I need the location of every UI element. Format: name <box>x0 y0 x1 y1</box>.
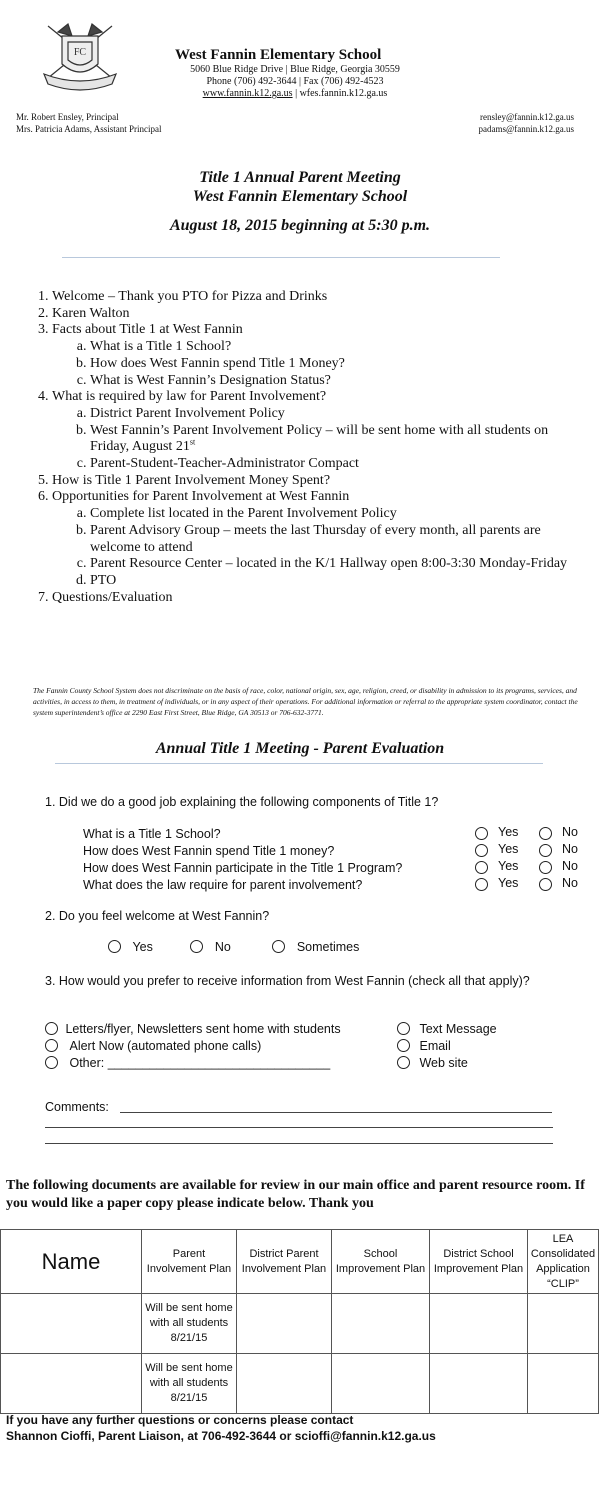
principal-email[interactable]: rensley@fannin.k12.ga.us <box>479 112 574 122</box>
school-name: West Fannin Elementary School <box>175 47 382 63</box>
question-1-items <box>83 825 593 893</box>
text-message-radio[interactable] <box>397 1022 410 1035</box>
q1-item-label: How does West Fannin spend Title 1 money? <box>83 844 335 858</box>
no-radio[interactable] <box>539 827 552 840</box>
letters-radio[interactable] <box>45 1022 58 1035</box>
request-cell[interactable] <box>430 1354 528 1414</box>
agenda-item: 5. How is Title 1 Parent Involvement Money Spent? <box>52 473 590 490</box>
no-radio[interactable] <box>539 861 552 874</box>
evaluation-title: Annual Title 1 Meeting - Parent Evaluation <box>155 740 445 757</box>
name-cell[interactable] <box>1 1294 142 1354</box>
q3-option: Email <box>397 1038 497 1055</box>
other-radio[interactable] <box>45 1056 58 1069</box>
agenda-item: 3. Facts about Title 1 at West Fannin a. What is a Title 1 School? b. How does West Fannin spend Title 1 Money? c. What is West Fannin’s Designation Status? <box>52 322 590 389</box>
website-radio[interactable] <box>397 1056 410 1069</box>
column-header: Parent Involvement Plan <box>142 1230 237 1294</box>
q1-row <box>83 825 593 842</box>
svg-text:FC: FC <box>73 47 87 58</box>
yes-radio[interactable] <box>475 827 488 840</box>
welcome-yes-label: Yes <box>132 940 153 954</box>
comments-line[interactable] <box>45 1127 553 1128</box>
column-header: School Improvement Plan <box>332 1230 430 1294</box>
column-header: District School Improvement Plan <box>430 1230 528 1294</box>
agenda-subitem: a. What is a Title 1 School? <box>90 339 590 356</box>
q3-left-options <box>45 1021 341 1072</box>
q1-item-label: What is a Title 1 School? <box>83 827 221 841</box>
q3-option: Letters/flyer, Newsletters sent home with students <box>45 1021 341 1038</box>
q1-row <box>83 859 593 876</box>
yes-label: Yes <box>498 842 519 856</box>
name-cell[interactable] <box>1 1354 142 1414</box>
yes-label: Yes <box>498 876 519 890</box>
nondiscrimination-notice: The Fannin County School System does not discriminate on the basis of race, color, national origin, sex, age, religion, creed, or disability in admission to its programs, services, and activities, in access to them, in treatment of individuals, or in any aspect of their operations. For additional information or referral to the appropriate system coordinator, contact the system superintendent’s office at 2290 East First Street, Blue Ridge, GA 30513 or 706-632-3771. <box>33 686 578 717</box>
agenda-subitem: c. Parent Resource Center – located in the K/1 Hallway open 8:00-3:30 Monday-Friday <box>90 556 590 573</box>
agenda-item: 4. What is required by law for Parent Involvement? a. District Parent Involvement Policy b. West Fannin’s Parent Involvement Policy – will be sent home with all students on Friday, August 21st c. Parent-Student-Teacher-Administrator Compact <box>52 389 590 473</box>
table-header-row <box>1 1230 599 1294</box>
question-2-options <box>108 940 359 954</box>
q3-option: Web site <box>397 1055 497 1072</box>
alert-now-radio[interactable] <box>45 1039 58 1052</box>
agenda-item: 2. Karen Walton <box>52 306 590 323</box>
agenda-subitem: b. How does West Fannin spend Title 1 Money? <box>90 356 590 373</box>
assistant-principal-name: Mrs. Patricia Adams, Assistant Principal <box>16 124 162 134</box>
meeting-school: West Fannin Elementary School <box>192 188 408 205</box>
no-radio[interactable] <box>539 878 552 891</box>
request-cell[interactable] <box>237 1354 332 1414</box>
welcome-no-label: No <box>214 940 231 954</box>
note-cell: Will be sent home with all students 8/21/15 <box>142 1354 237 1414</box>
agenda-subitem: a. District Parent Involvement Policy <box>90 406 590 423</box>
website-extra: | wfes.fannin.k12.ga.us <box>295 88 388 99</box>
question-1: 1. Did we do a good job explaining the following components of Title 1? <box>45 795 439 809</box>
note-cell: Will be sent home with all students 8/21/15 <box>142 1294 237 1354</box>
website-link[interactable]: www.fannin.k12.ga.us <box>202 88 293 99</box>
welcome-no-radio[interactable] <box>190 940 203 953</box>
evaluation-divider <box>55 763 543 764</box>
documents-heading: The following documents are available for review in our main office and parent resource room. If you would like a paper copy please indicate below. Thank you <box>6 1178 585 1211</box>
request-cell[interactable] <box>528 1354 599 1414</box>
no-label: No <box>562 825 578 839</box>
request-cell[interactable] <box>430 1294 528 1354</box>
email-radio[interactable] <box>397 1039 410 1052</box>
table-row <box>1 1354 599 1414</box>
question-2: 2. Do you feel welcome at West Fannin? <box>45 909 270 923</box>
table-row <box>1 1294 599 1354</box>
column-header-name: Name <box>1 1230 142 1294</box>
q1-item-label: How does West Fannin participate in the Title 1 Program? <box>83 861 403 875</box>
meeting-date: August 18, 2015 beginning at 5:30 p.m. <box>169 217 431 234</box>
school-phone-fax: Phone (706) 492-3644 | Fax (706) 492-4523 <box>206 76 384 87</box>
yes-label: Yes <box>498 859 519 873</box>
welcome-sometimes-radio[interactable] <box>272 940 285 953</box>
school-logo <box>38 22 122 98</box>
school-address: 5060 Blue Ridge Drive | Blue Ridge, Georgia 30559 <box>190 64 400 75</box>
request-cell[interactable] <box>332 1354 430 1414</box>
q3-option: Other: ________________________________ <box>45 1055 341 1072</box>
request-cell[interactable] <box>528 1294 599 1354</box>
agenda-subitem: c. Parent-Student-Teacher-Administrator Compact <box>90 456 590 473</box>
agenda <box>30 289 590 606</box>
agenda-subitem: b. West Fannin’s Parent Involvement Policy – will be sent home with all students on Friday, August 21st <box>90 423 590 456</box>
q1-item-label: What does the law require for parent involvement? <box>83 878 363 892</box>
q3-option: Text Message <box>397 1021 497 1038</box>
column-header: LEA Consolidated Application “CLIP” <box>528 1230 599 1294</box>
assistant-email[interactable]: padams@fannin.k12.ga.us <box>478 124 574 134</box>
agenda-subitem: a. Complete list located in the Parent Involvement Policy <box>90 506 590 523</box>
contact-line: Shannon Cioffi, Parent Liaison, at 706-492-3644 or scioffi@fannin.k12.ga.us <box>6 1429 436 1443</box>
no-label: No <box>562 876 578 890</box>
yes-radio[interactable] <box>475 878 488 891</box>
request-cell[interactable] <box>237 1294 332 1354</box>
q3-right-options <box>397 1021 497 1072</box>
comments-line[interactable] <box>120 1112 552 1113</box>
request-cell[interactable] <box>332 1294 430 1354</box>
agenda-item: 6. Opportunities for Parent Involvement at West Fannin a. Complete list located in the Parent Involvement Policy b. Parent Advisory Group – meets the last Thursday of every month, all parents are welcome to attend c. Parent Resource Center – located in the K/1 Hallway open 8:00-3:30 Monday-Friday d. PTO <box>52 489 590 589</box>
no-label: No <box>562 859 578 873</box>
yes-radio[interactable] <box>475 844 488 857</box>
documents-table <box>0 1229 599 1414</box>
agenda-item: 1. Welcome – Thank you PTO for Pizza and Drinks <box>52 289 590 306</box>
title-divider <box>62 257 500 258</box>
no-label: No <box>562 842 578 856</box>
agenda-item: 7. Questions/Evaluation <box>52 590 590 607</box>
no-radio[interactable] <box>539 844 552 857</box>
q3-option: Alert Now (automated phone calls) <box>45 1038 341 1055</box>
agenda-subitem: c. What is West Fannin’s Designation Status? <box>90 373 590 390</box>
agenda-subitem: b. Parent Advisory Group – meets the last Thursday of every month, all parents are welcome to attend <box>90 523 590 556</box>
school-websites <box>175 88 415 100</box>
welcome-sometimes-label: Sometimes <box>296 940 360 954</box>
column-header: District Parent Involvement Plan <box>237 1230 332 1294</box>
contact-info <box>6 1412 436 1444</box>
meeting-title: Title 1 Annual Parent Meeting <box>199 169 401 186</box>
contact-line: If you have any further questions or concerns please contact <box>6 1413 354 1427</box>
comments-label: Comments: <box>45 1100 109 1114</box>
q1-row <box>83 876 593 893</box>
yes-label: Yes <box>498 825 519 839</box>
welcome-yes-radio[interactable] <box>108 940 121 953</box>
question-3: 3. How would you prefer to receive information from West Fannin (check all that apply)? <box>45 974 530 988</box>
yes-radio[interactable] <box>475 861 488 874</box>
principal-name: Mr. Robert Ensley, Principal <box>16 112 119 122</box>
comments-line[interactable] <box>45 1143 553 1144</box>
q1-row <box>83 842 593 859</box>
agenda-subitem: d. PTO <box>90 573 590 590</box>
